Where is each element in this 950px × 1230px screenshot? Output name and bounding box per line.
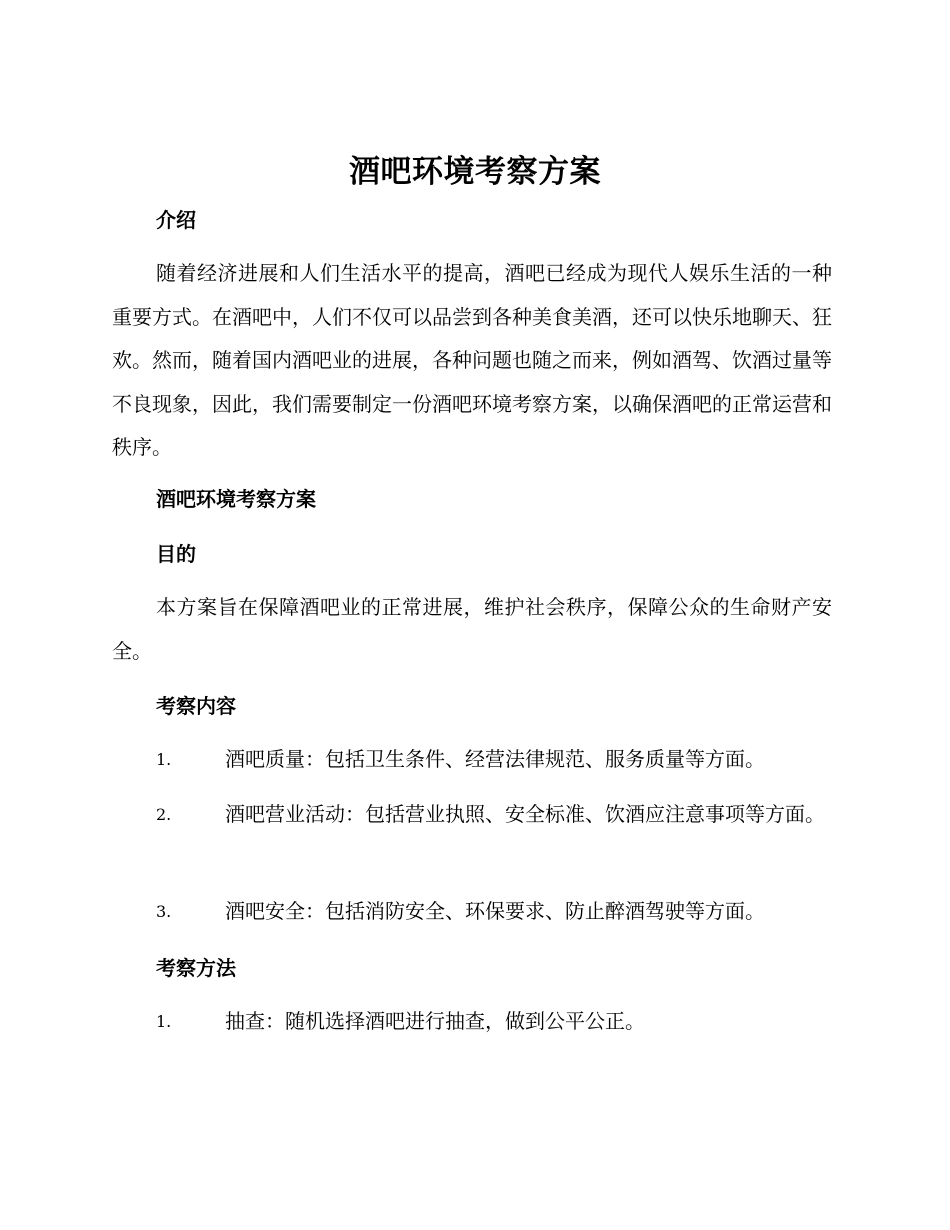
list-text: 酒吧营业活动：包括营业执照、安全标准、饮酒应注意事项等方面。 <box>225 802 825 826</box>
document-title: 酒吧环境考察方案 <box>349 154 601 190</box>
purpose-heading: 目的 <box>156 542 196 566</box>
list-text: 抽查：随机选择酒吧进行抽查，做到公平公正。 <box>225 1009 645 1033</box>
list-text: 酒吧质量：包括卫生条件、经营法律规范、服务质量等方面。 <box>225 747 765 771</box>
method-list-item <box>112 1000 832 1044</box>
content-heading: 考察内容 <box>156 694 236 718</box>
list-number: 3. <box>156 902 172 921</box>
plan-heading: 酒吧环境考察方案 <box>156 487 316 511</box>
intro-paragraph: 随着经济进展和人们生活水平的提高，酒吧已经成为现代人娱乐生活的一种重要方式。在酒吧中，人们不仅可以品尝到各种美食美酒，还可以快乐地聊天、狂欢。然而，随着国内酒吧业的进展，各种问题也随之而来，例如酒驾、饮酒过量等不良现象，因此，我们需要制定一份酒吧环境考察方案，以确保酒吧的正常运营和秩序。 <box>112 261 832 459</box>
content-list-item <box>112 793 832 837</box>
list-number: 1. <box>156 750 172 769</box>
method-heading: 考察方法 <box>156 956 236 980</box>
list-number: 1. <box>156 1012 172 1031</box>
purpose-paragraph: 本方案旨在保障酒吧业的正常进展，维护社会秩序，保障公众的生命财产安全。 <box>112 595 832 663</box>
intro-heading: 介绍 <box>156 208 196 232</box>
content-list-item <box>112 890 832 934</box>
list-text: 酒吧安全：包括消防安全、环保要求、防止醉酒驾驶等方面。 <box>225 899 765 923</box>
content-list-item <box>112 738 832 782</box>
list-number: 2. <box>156 805 172 824</box>
